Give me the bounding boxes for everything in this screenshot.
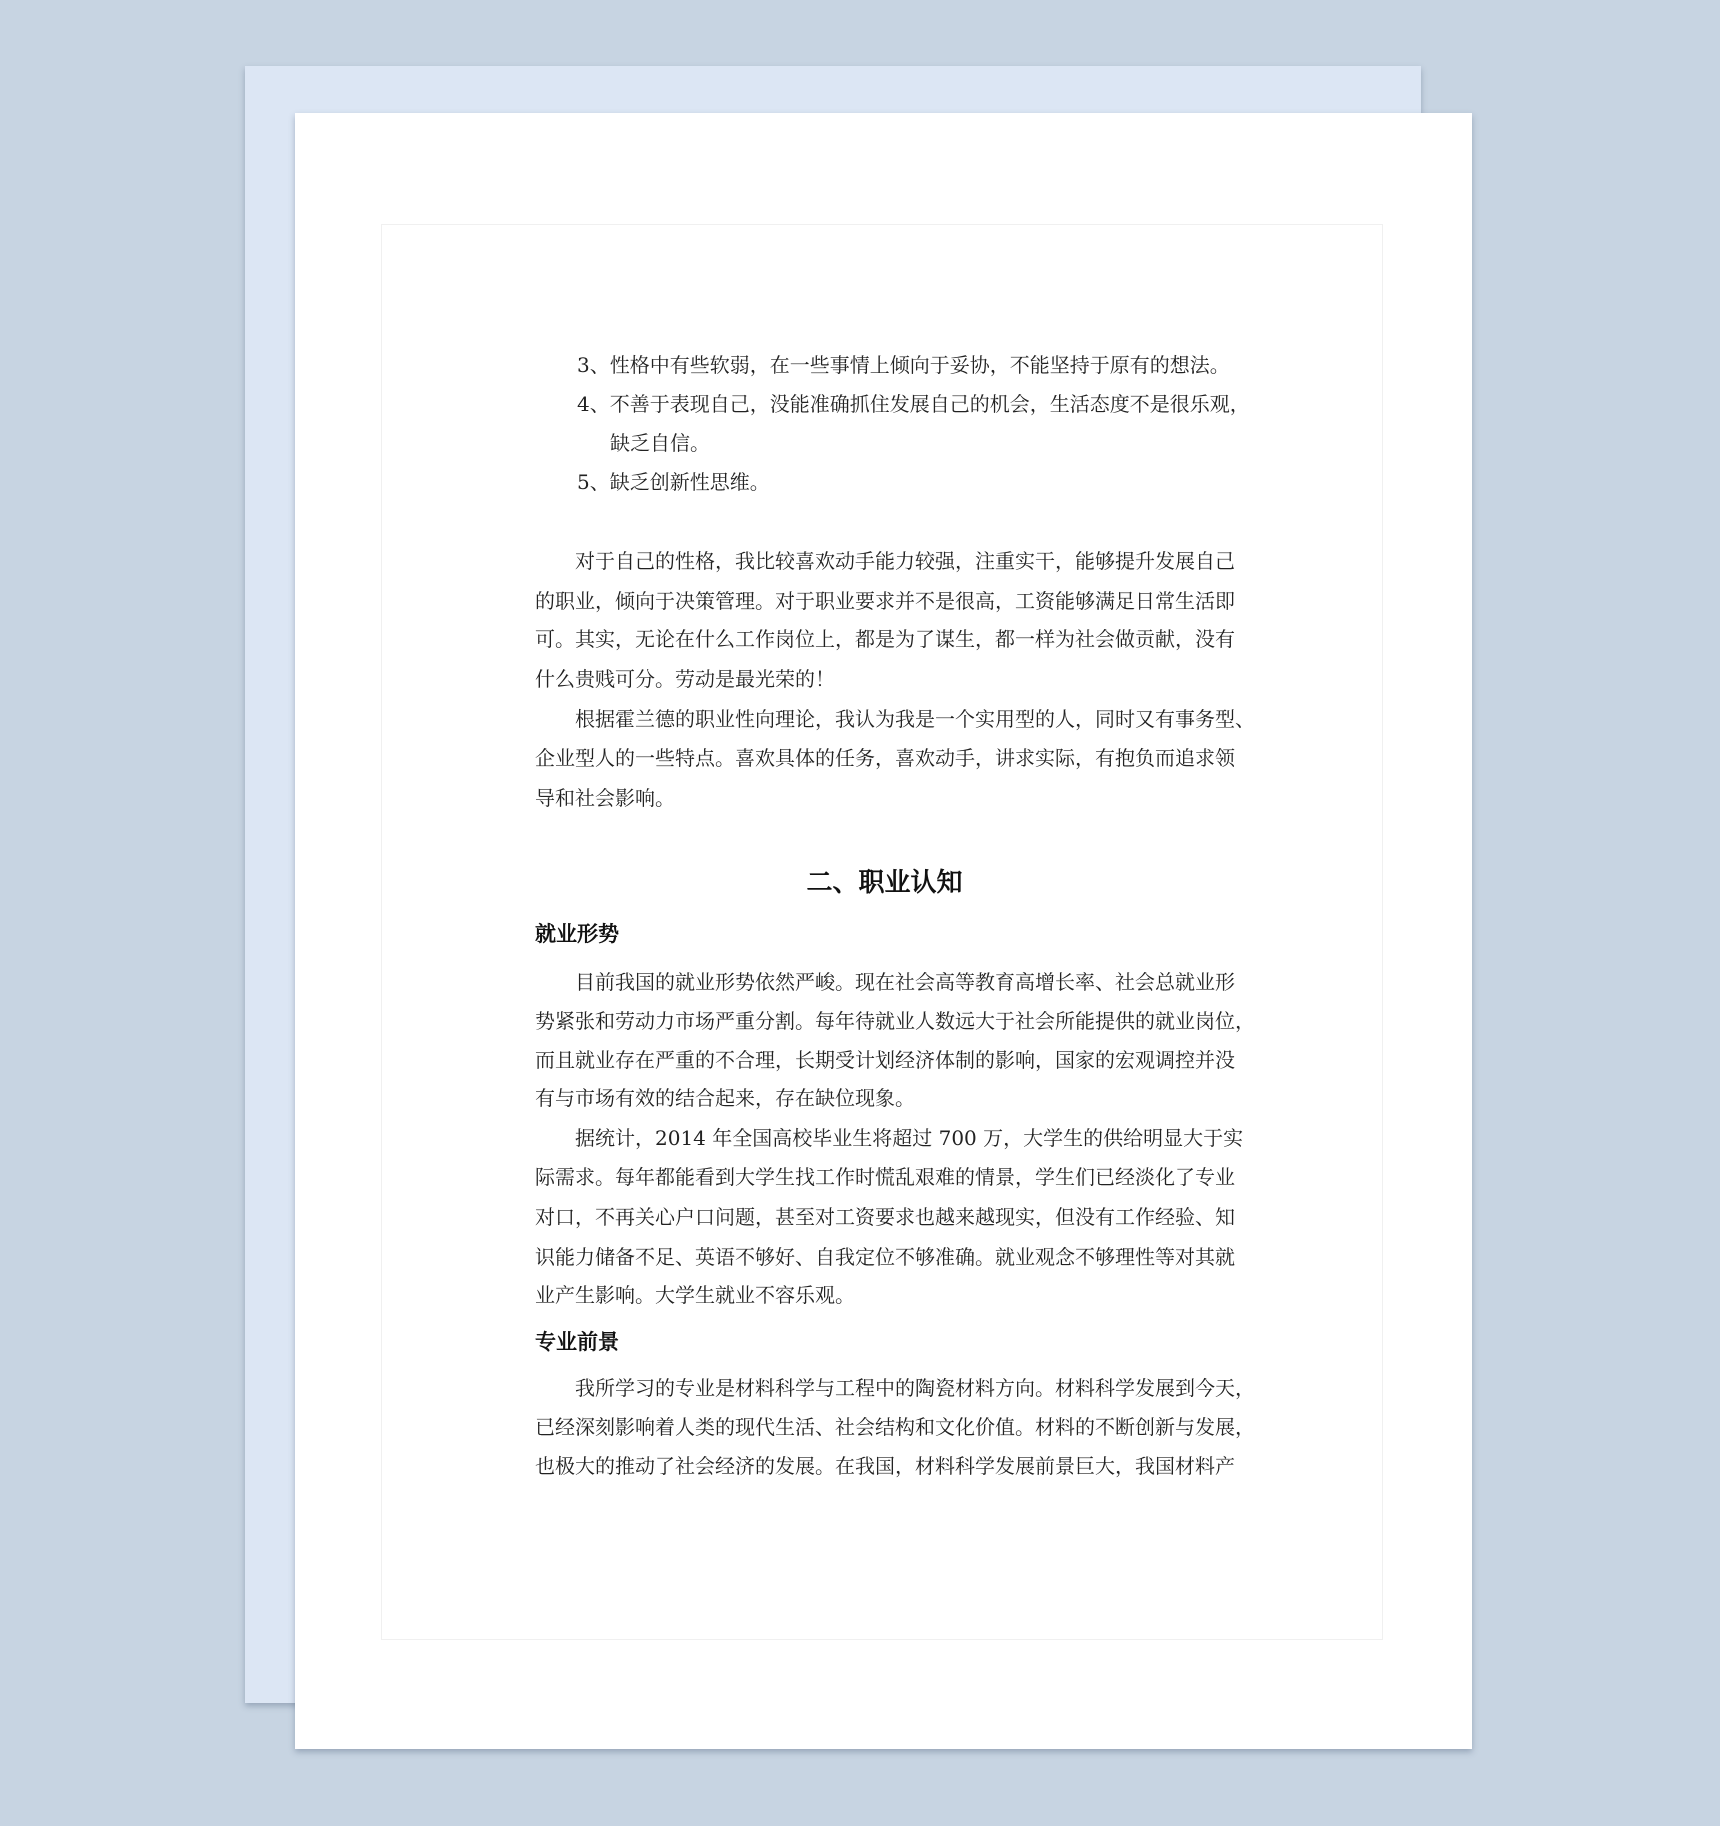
text-line: 势紧张和劳动力市场严重分割。每年待就业人数远大于社会所能提供的就业岗位，	[535, 1009, 1255, 1033]
text-line: 什么贵贱可分。劳动是最光荣的！	[535, 667, 835, 691]
text-line: 业产生影响。大学生就业不容乐观。	[535, 1283, 855, 1307]
section-heading: 二、职业认知	[806, 868, 963, 898]
text-line: 有与市场有效的结合起来，存在缺位现象。	[535, 1086, 915, 1110]
text-line: 目前我国的就业形势依然严峻。现在社会高等教育高增长率、社会总就业形	[575, 970, 1235, 994]
text-line: 缺乏自信。	[610, 431, 710, 455]
text-line: 据统计，2014 年全国高校毕业生将超过 700 万，大学生的供给明显大于实	[575, 1126, 1244, 1150]
text-line: 对于自己的性格，我比较喜欢动手能力较强，注重实干，能够提升发展自己	[575, 549, 1235, 573]
document-page	[295, 113, 1472, 1749]
text-line: 3、性格中有些软弱，在一些事情上倾向于妥协，不能坚持于原有的想法。	[577, 353, 1230, 377]
text-line: 根据霍兰德的职业性向理论，我认为我是一个实用型的人，同时又有事务型、	[575, 707, 1255, 731]
text-line: 企业型人的一些特点。喜欢具体的任务，喜欢动手，讲求实际，有抱负而追求领	[535, 746, 1235, 770]
subsection-heading: 就业形势	[535, 921, 619, 946]
text-line: 对口，不再关心户口问题，甚至对工资要求也越来越现实，但没有工作经验、知	[535, 1205, 1235, 1229]
text-line: 4、不善于表现自己，没能准确抓住发展自己的机会，生活态度不是很乐观，	[577, 392, 1250, 416]
text-line: 际需求。每年都能看到大学生找工作时慌乱艰难的情景，学生们已经淡化了专业	[535, 1165, 1235, 1189]
text-line: 我所学习的专业是材料科学与工程中的陶瓷材料方向。材料科学发展到今天，	[575, 1376, 1255, 1400]
subsection-heading: 专业前景	[535, 1329, 619, 1354]
text-line: 可。其实，无论在什么工作岗位上，都是为了谋生，都一样为社会做贡献，没有	[535, 627, 1235, 651]
text-line: 5、缺乏创新性思维。	[577, 470, 770, 494]
text-line: 而且就业存在严重的不合理，长期受计划经济体制的影响，国家的宏观调控并没	[535, 1048, 1235, 1072]
text-line: 也极大的推动了社会经济的发展。在我国，材料科学发展前景巨大，我国材料产	[535, 1454, 1235, 1478]
text-line: 的职业，倾向于决策管理。对于职业要求并不是很高，工资能够满足日常生活即	[535, 589, 1235, 613]
text-line: 已经深刻影响着人类的现代生活、社会结构和文化价值。材料的不断创新与发展，	[535, 1415, 1255, 1439]
text-line: 识能力储备不足、英语不够好、自我定位不够准确。就业观念不够理性等对其就	[535, 1245, 1235, 1269]
text-line: 导和社会影响。	[535, 786, 675, 810]
